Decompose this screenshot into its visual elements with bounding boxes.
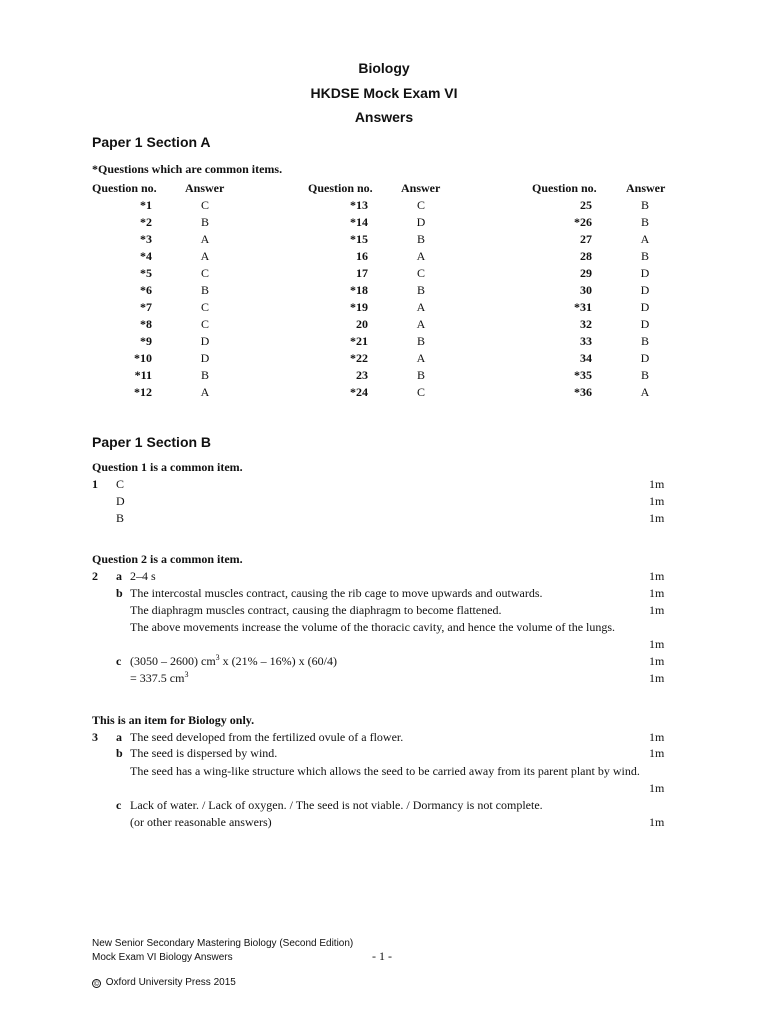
- answer-row: [308, 198, 445, 215]
- q3-note: This is an item for Biology only.: [92, 713, 255, 727]
- answer-row: [532, 300, 669, 317]
- answer-letter: B: [200, 368, 209, 382]
- answer-letter: B: [416, 334, 425, 348]
- question-number: 20: [356, 317, 368, 331]
- question-number: 27: [580, 232, 592, 246]
- q3-number: 3: [92, 730, 98, 744]
- document-subject: Biology: [358, 60, 410, 76]
- document-type: Answers: [354, 109, 414, 125]
- q2-part-a-label: a: [116, 569, 122, 583]
- answer-row: [92, 300, 229, 317]
- q2-part-b-line: The diaphragm muscles contract, causing the diaphragm to become flattened.: [130, 603, 502, 617]
- answer-row: [92, 351, 229, 368]
- q1-note: Question 1 is a common item.: [92, 460, 243, 474]
- answer-row: [92, 334, 229, 351]
- answer-column: [92, 198, 229, 402]
- document-exam-title: HKDSE Mock Exam VI: [310, 85, 458, 101]
- q2-part-a-text: 2–4 s: [130, 569, 156, 583]
- answer-row: [308, 385, 445, 402]
- answer-letter: C: [200, 317, 209, 331]
- answer-letter: D: [200, 334, 210, 348]
- q3-part-a-text: The seed developed from the fertilized ovule of a flower.: [130, 730, 404, 744]
- answer-letter: A: [200, 385, 210, 399]
- answer-row: [532, 266, 669, 283]
- answer-letter: A: [640, 232, 650, 246]
- q3-part-c-line: (or other reasonable answers): [130, 815, 272, 829]
- answer-row: [308, 249, 445, 266]
- question-number: *13: [350, 198, 368, 212]
- answer-letter: B: [640, 368, 649, 382]
- answer-row: [532, 351, 669, 368]
- answer-letter: B: [416, 283, 425, 297]
- question-number: *7: [140, 300, 152, 314]
- q2-part-c-calculation: (3050 – 2600) $cm^3$ x (21% – 16%) x (60/4): [130, 653, 337, 668]
- answer-letter: B: [416, 368, 425, 382]
- q2-part-b-label: b: [116, 586, 123, 600]
- answer-letter: C: [416, 266, 425, 280]
- col-header-question: Question no.: [92, 181, 157, 195]
- answer-row: [308, 300, 445, 317]
- answer-letter: C: [200, 300, 209, 314]
- mark: 1m: [649, 746, 665, 760]
- copyright-text: Oxford University Press 2015: [105, 977, 236, 988]
- mark: 1m: [649, 637, 665, 651]
- question-number: *5: [140, 266, 152, 280]
- answer-letter: A: [200, 232, 210, 246]
- answer-letter: D: [640, 283, 650, 297]
- answer-letter: B: [416, 232, 425, 246]
- answer-row: [92, 283, 229, 300]
- question-number: *36: [574, 385, 592, 399]
- question-number: *2: [140, 215, 152, 229]
- answer-row: [92, 368, 229, 385]
- mark: 1m: [649, 730, 665, 744]
- footer-copyright: [92, 977, 236, 988]
- question-number: 25: [580, 198, 592, 212]
- question-number: *3: [140, 232, 152, 246]
- question-number: 33: [580, 334, 592, 348]
- answer-row: [532, 249, 669, 266]
- answer-letter: D: [640, 266, 650, 280]
- answer-row: [532, 385, 669, 402]
- answer-row: [532, 232, 669, 249]
- section-b-heading: Paper 1 Section B: [92, 434, 212, 450]
- question-number: *11: [134, 368, 152, 382]
- answer-row: [92, 317, 229, 334]
- section-a-heading: Paper 1 Section A: [92, 134, 211, 150]
- answer-letter: D: [640, 351, 650, 365]
- answer-letter: C: [200, 198, 209, 212]
- mark: 1m: [649, 569, 665, 583]
- answer-letter: B: [200, 215, 209, 229]
- answer-row: [308, 266, 445, 283]
- answer-letter: D: [200, 351, 210, 365]
- mark: 1m: [649, 781, 665, 795]
- answer-letter: B: [640, 215, 649, 229]
- question-number: 28: [580, 249, 592, 263]
- question-number: *14: [350, 215, 368, 229]
- question-number: *24: [350, 385, 368, 399]
- answer-letter: A: [416, 351, 426, 365]
- q2-part-b-line: The above movements increase the volume of the thoracic cavity, and hence the volume of the lungs.: [130, 620, 616, 634]
- mark: 1m: [649, 511, 665, 525]
- question-number: *35: [574, 368, 592, 382]
- answer-column: [532, 198, 669, 402]
- answer-letter: B: [640, 334, 649, 348]
- answer-row: [532, 198, 669, 215]
- answer-letter: A: [200, 249, 210, 263]
- common-items-note: *Questions which are common items.: [92, 162, 283, 176]
- answer-row: [308, 283, 445, 300]
- mark: 1m: [649, 671, 665, 685]
- answer-row: [308, 334, 445, 351]
- question-number: *12: [134, 385, 152, 399]
- q2-number: 2: [92, 569, 98, 583]
- question-number: *26: [574, 215, 592, 229]
- copyright-icon: ©: [93, 981, 100, 988]
- answer-row: [308, 317, 445, 334]
- col-header-answer: Answer: [401, 181, 441, 195]
- answer-row: [92, 215, 229, 232]
- answer-row: [308, 368, 445, 385]
- answer-row: [532, 334, 669, 351]
- answer-column: [308, 198, 445, 402]
- q2-note: Question 2 is a common item.: [92, 552, 243, 566]
- col-header-answer: Answer: [185, 181, 225, 195]
- mark: 1m: [649, 603, 665, 617]
- mark: 1m: [649, 654, 665, 668]
- footer-doc-title: Mock Exam VI Biology Answers: [92, 952, 233, 963]
- question-number: *6: [140, 283, 152, 297]
- q1-answer: B: [116, 511, 125, 525]
- answer-letter: C: [416, 385, 425, 399]
- q3-part-c-label: c: [116, 798, 122, 812]
- page-number: - 1 -: [372, 949, 392, 963]
- answer-letter: C: [200, 266, 209, 280]
- q1-answer: C: [116, 477, 125, 491]
- q2-part-c-label: c: [116, 654, 122, 668]
- answer-letter: A: [416, 300, 426, 314]
- q3-part-c-line: Lack of water. / Lack of oxygen. / The seed is not viable. / Dormancy is not complete.: [130, 798, 543, 812]
- q3-part-b-label: b: [116, 746, 123, 760]
- answer-letter: D: [416, 215, 426, 229]
- col-header-answer: Answer: [626, 181, 666, 195]
- question-number: 17: [356, 266, 368, 280]
- answer-row: [92, 198, 229, 215]
- question-number: *22: [350, 351, 368, 365]
- question-number: 32: [580, 317, 592, 331]
- question-number: *18: [350, 283, 368, 297]
- question-number: *8: [140, 317, 152, 331]
- mark: 1m: [649, 815, 665, 829]
- answer-row: [308, 215, 445, 232]
- question-number: *4: [140, 249, 152, 263]
- answer-letter: D: [640, 300, 650, 314]
- answer-letter: A: [416, 249, 426, 263]
- question-number: *31: [574, 300, 592, 314]
- answer-letter: B: [640, 198, 649, 212]
- answer-row: [92, 232, 229, 249]
- q1-answer: D: [116, 494, 125, 508]
- q3-part-b-line: The seed is dispersed by wind.: [130, 746, 278, 760]
- answer-letter: D: [640, 317, 650, 331]
- question-number: 34: [580, 351, 592, 365]
- answer-row: [532, 317, 669, 334]
- answer-letter: A: [416, 317, 426, 331]
- answer-row: [532, 215, 669, 232]
- q3-part-a-label: a: [116, 730, 122, 744]
- answer-letter: A: [640, 385, 650, 399]
- answer-letter: C: [416, 198, 425, 212]
- q2-part-c-result: = 337.5 $cm^3$: [130, 670, 189, 685]
- question-number: *19: [350, 300, 368, 314]
- question-number: 16: [356, 249, 368, 263]
- answer-row: [92, 266, 229, 283]
- mark: 1m: [649, 477, 665, 491]
- question-number: 30: [580, 283, 592, 297]
- q2-part-b-line: The intercostal muscles contract, causing the rib cage to move upwards and outwards.: [130, 586, 543, 600]
- answer-row: [532, 368, 669, 385]
- question-number: *15: [350, 232, 368, 246]
- question-number: *21: [350, 334, 368, 348]
- question-number: 29: [580, 266, 592, 280]
- question-number: *10: [134, 351, 152, 365]
- answer-row: [308, 232, 445, 249]
- answer-row: [532, 283, 669, 300]
- q3-part-b-line: The seed has a wing-like structure which allows the seed to be carried away from its parent plant by wind.: [130, 764, 640, 778]
- col-header-question: Question no.: [308, 181, 373, 195]
- answer-letter: B: [640, 249, 649, 263]
- col-header-question: Question no.: [532, 181, 597, 195]
- answer-row: [308, 351, 445, 368]
- answer-row: [92, 385, 229, 402]
- answer-letter: B: [200, 283, 209, 297]
- answer-row: [92, 249, 229, 266]
- q1-number: 1: [92, 477, 98, 491]
- footer-book-title: New Senior Secondary Mastering Biology (Second Edition): [92, 938, 354, 949]
- question-number: 23: [356, 368, 368, 382]
- question-number: *9: [140, 334, 152, 348]
- mark: 1m: [649, 586, 665, 600]
- mark: 1m: [649, 494, 665, 508]
- question-number: *1: [140, 198, 152, 212]
